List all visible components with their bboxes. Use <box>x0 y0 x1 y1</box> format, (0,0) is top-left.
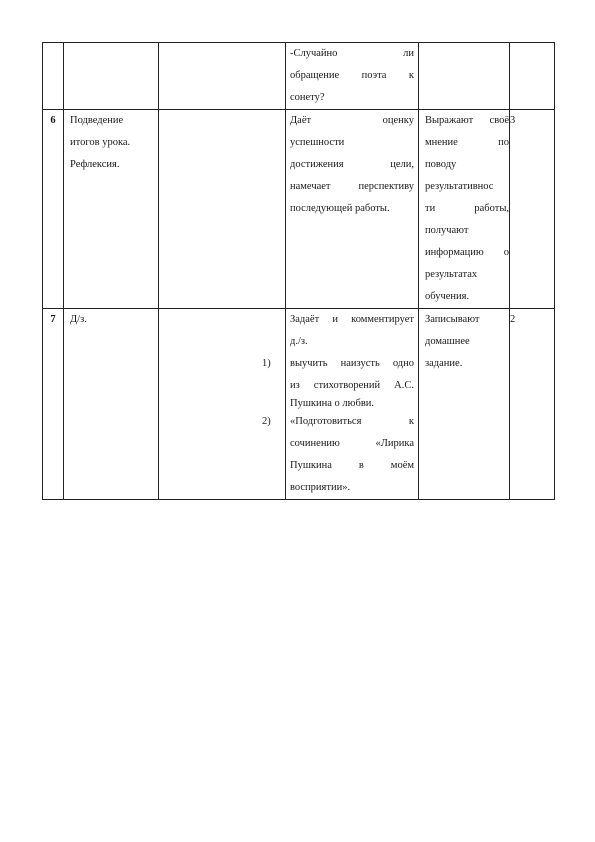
table-row-6 <box>43 110 555 309</box>
cell-teacher-activity <box>286 110 419 309</box>
cell-student-activity <box>419 110 510 309</box>
text-line: обращение поэта к <box>290 70 414 81</box>
text-line: Д/з. <box>70 314 87 325</box>
cell-method <box>159 309 286 500</box>
text-line: намечает перспективу <box>290 181 414 192</box>
text-line: итогов урока. <box>70 137 131 148</box>
list-marker: 2) <box>262 416 271 427</box>
lesson-plan-table <box>42 42 555 500</box>
text-line: Рефлексия. <box>70 159 120 170</box>
text-line: достижения цели, <box>290 159 414 170</box>
homework-item-2 <box>262 411 418 433</box>
list-marker: 1) <box>262 358 271 369</box>
text-line: Задаёт и комментирует <box>290 314 414 325</box>
text-line: последующей работы. <box>290 203 390 214</box>
cell-student-activity <box>419 309 510 500</box>
homework-item-1 <box>262 353 418 375</box>
text-line: получают <box>425 225 469 236</box>
text-line: из стихотворений А.С. <box>290 380 414 391</box>
cell-teacher-activity <box>286 43 419 110</box>
cell-teacher-activity <box>262 309 419 500</box>
cell-stage <box>64 309 159 500</box>
text-line: ти работы, <box>425 203 509 214</box>
row-number: 7 <box>43 309 64 500</box>
table-row-7 <box>43 309 555 500</box>
text-line: поводу <box>425 159 457 170</box>
text-line: Выражают своё <box>425 115 509 126</box>
table-row-continuation <box>43 43 555 110</box>
text-line: сонету? <box>290 92 325 103</box>
text-line: домашнее <box>425 336 470 347</box>
text-line: Пушкина о любви. <box>290 398 375 409</box>
time-value: 2 <box>510 309 555 500</box>
text-line: д./з. <box>290 336 308 347</box>
text-line: восприятии». <box>290 482 351 493</box>
text-line: -Случайно ли <box>290 48 414 59</box>
text-line: мнение по <box>425 137 509 148</box>
cell-method <box>159 43 286 110</box>
text-line: информацию о <box>425 247 509 258</box>
text-line: «Подготовиться к <box>290 416 414 427</box>
text-line: Записывают <box>425 314 480 325</box>
cell-stage <box>64 110 159 309</box>
text-line: обучения. <box>425 291 470 302</box>
text-line: задание. <box>425 358 463 369</box>
cell-stage <box>64 43 159 110</box>
text-line: Пушкина в моём <box>290 460 414 471</box>
text-line: успешности <box>290 137 345 148</box>
text-line: выучить наизусть одно <box>290 358 414 369</box>
row-number: 6 <box>43 110 64 309</box>
text-line: Даёт оценку <box>290 115 414 126</box>
cell-student-activity <box>419 43 510 110</box>
time-value: 3 <box>510 110 555 309</box>
cell-num <box>43 43 64 110</box>
text-line: Подведение <box>70 115 124 126</box>
text-line: результативнос <box>425 181 494 192</box>
text-line: результатах <box>425 269 478 280</box>
cell-method <box>159 110 286 309</box>
text-line: сочинению «Лирика <box>290 438 414 449</box>
cell-time <box>510 43 555 110</box>
